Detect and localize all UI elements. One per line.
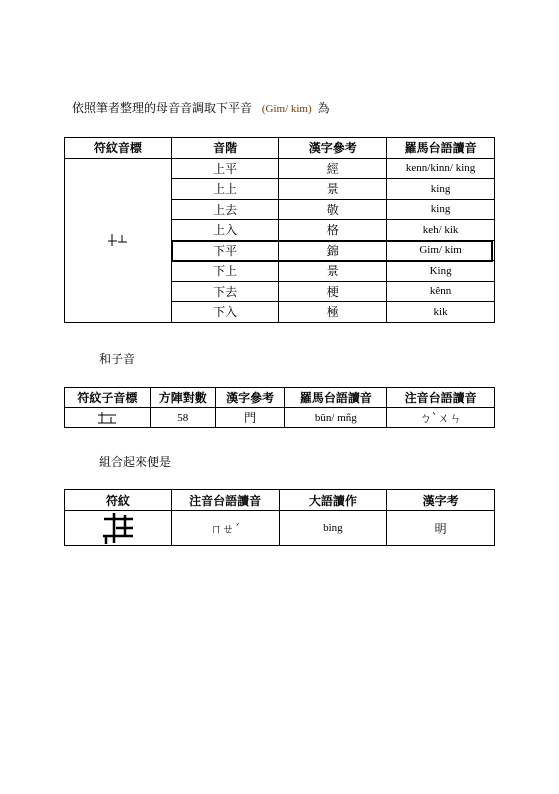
combined-table xyxy=(64,489,495,546)
roman-cell: king xyxy=(387,179,495,200)
hanzi-cell: 景 xyxy=(279,261,387,282)
hanzi-cell: 極 xyxy=(279,302,387,323)
hanzi-cell: 門 xyxy=(215,408,285,428)
combined-symbol-icon xyxy=(100,511,136,545)
header-symbol: 符紋 xyxy=(65,490,172,511)
intro-text: 依照筆者整理的母音音調取下平音 xyxy=(72,101,253,115)
header-zhuyin: 注音台語讀音 xyxy=(171,490,279,511)
vowel-symbol-icon xyxy=(108,233,128,247)
zhuyin-cell: ㄅˋㄨㄣ xyxy=(387,408,495,428)
matrix-number-cell: 58 xyxy=(150,408,215,428)
table-row xyxy=(65,511,495,546)
header-hanzi: 漢字考 xyxy=(387,490,495,511)
table-row xyxy=(65,408,495,428)
reading-cell: bing xyxy=(279,511,387,546)
hanzi-cell: 經 xyxy=(279,158,387,179)
consonant-symbol-icon xyxy=(97,411,117,424)
header-tone: 音階 xyxy=(171,138,279,159)
hanzi-cell: 格 xyxy=(279,220,387,241)
consonant-table xyxy=(64,387,495,428)
tone-cell: 上入 xyxy=(171,220,279,241)
roman-cell: king xyxy=(387,199,495,220)
header-symbol: 符紋音標 xyxy=(65,138,172,159)
header-zhuyin: 注音台語讀音 xyxy=(387,388,495,408)
hanzi-cell: 景 xyxy=(279,179,387,200)
tone-cell: 下入 xyxy=(171,302,279,323)
roman-cell: keh/ kik xyxy=(387,220,495,241)
consonant-symbol-glyph xyxy=(65,408,151,428)
vowel-tone-table xyxy=(64,137,495,323)
roman-cell: kenn/kinn/ king xyxy=(387,158,495,179)
hanzi-cell: 明 xyxy=(387,511,495,546)
hanzi-cell: 敬 xyxy=(279,199,387,220)
header-reading: 大語讀作 xyxy=(279,490,387,511)
hanzi-cell: 梗 xyxy=(279,281,387,302)
table-row xyxy=(65,158,495,179)
table-header-row xyxy=(65,490,495,511)
intro-line xyxy=(72,99,330,116)
roman-cell: kik xyxy=(387,302,495,323)
header-consonant-symbol: 符紋子音標 xyxy=(65,388,151,408)
roman-cell: King xyxy=(387,261,495,282)
table-header-row xyxy=(65,138,495,159)
header-hanzi: 漢字參考 xyxy=(215,388,285,408)
intro-roman: (Gim/ kim) xyxy=(261,103,312,115)
tone-cell: 下上 xyxy=(171,261,279,282)
roman-cell: bûn/ mn̂g xyxy=(285,408,387,428)
header-roman: 羅馬台語讀音 xyxy=(387,138,495,159)
intro-tail: 為 xyxy=(317,101,330,115)
tone-cell: 上平 xyxy=(171,158,279,179)
roman-cell: Gim/ kim xyxy=(387,240,495,261)
tone-cell: 下去 xyxy=(171,281,279,302)
vowel-symbol-glyph xyxy=(65,158,172,322)
hanzi-cell: 錦 xyxy=(279,240,387,261)
combined-label: 組合起來便是 xyxy=(99,455,172,469)
table-header-row xyxy=(65,388,495,408)
header-matrix-number: 方陣對數 xyxy=(150,388,215,408)
tone-cell: 下平 xyxy=(171,240,279,261)
tone-cell: 上去 xyxy=(171,199,279,220)
header-hanzi: 漢字參考 xyxy=(279,138,387,159)
combined-symbol-glyph xyxy=(65,511,172,546)
consonant-label: 和子音 xyxy=(99,352,136,366)
zhuyin-cell: ㄇㄝˊ xyxy=(171,511,279,546)
header-roman: 羅馬台語讀音 xyxy=(285,388,387,408)
roman-cell: kênn xyxy=(387,281,495,302)
tone-cell: 上上 xyxy=(171,179,279,200)
